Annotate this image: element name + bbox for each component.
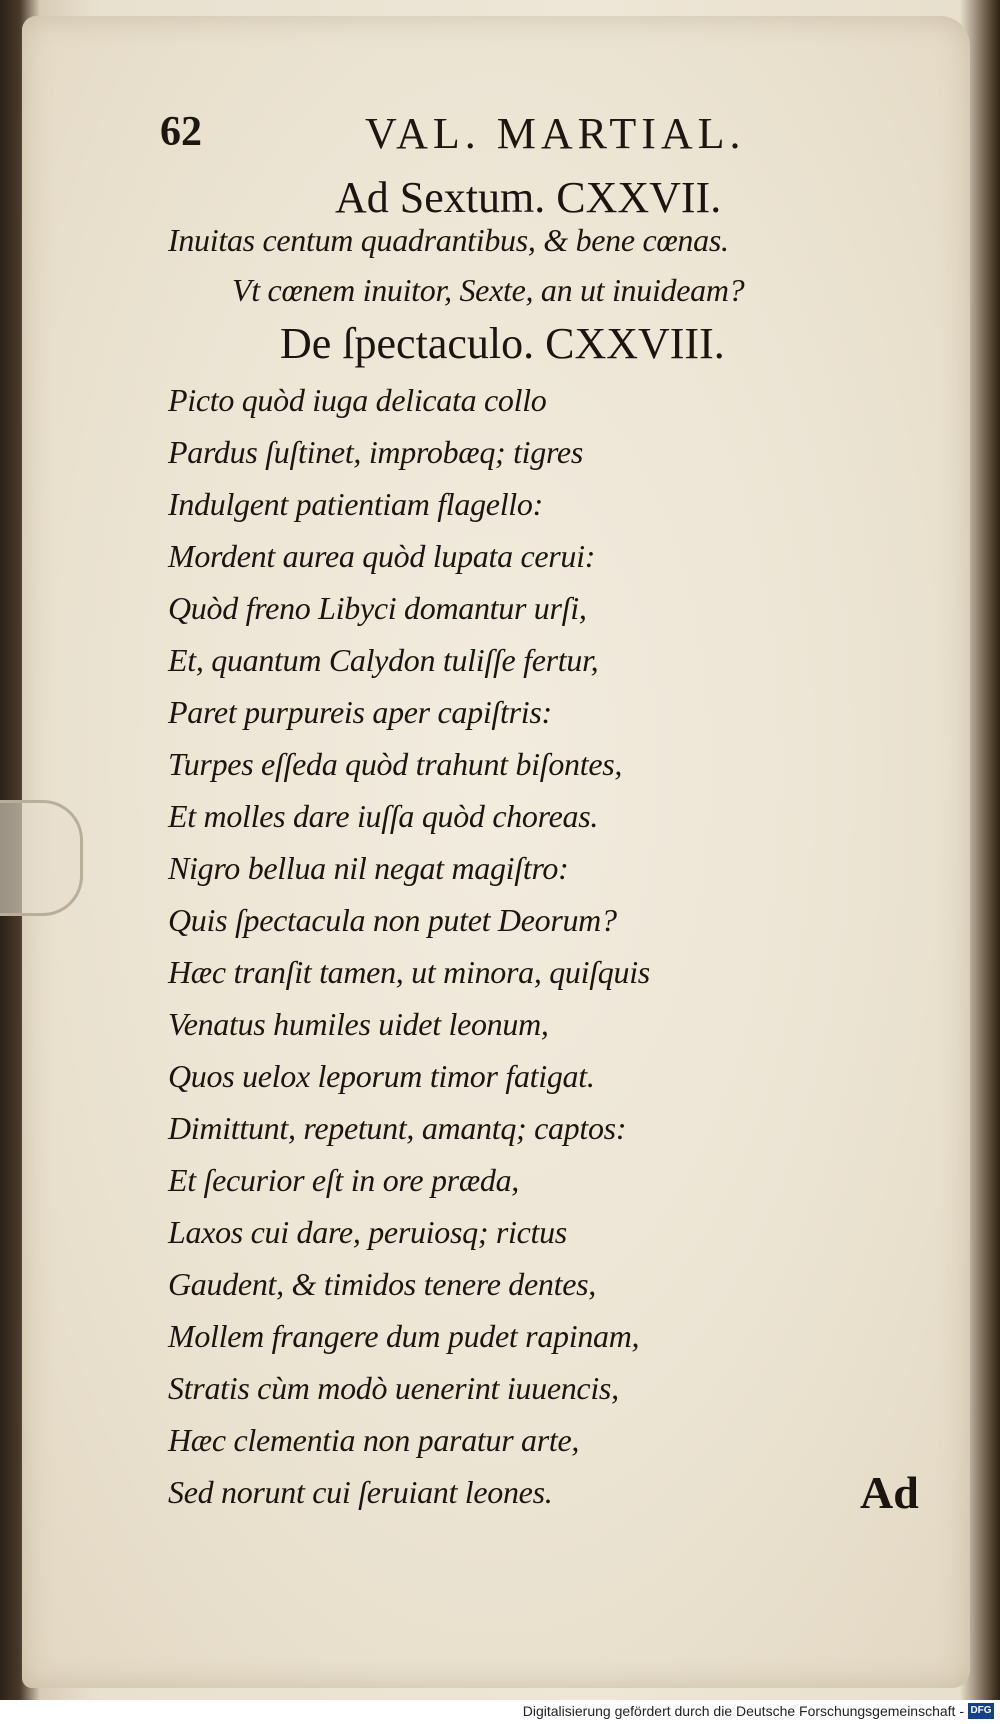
verse-line: Mordent aurea quòd lupata cerui: [168, 538, 596, 574]
footer-credit: Digitalisierung gefördert durch die Deutsche Forschungsgemeinschaft - [522, 1703, 964, 1719]
verse-line: Venatus humiles uidet leonum, [168, 1006, 549, 1042]
verse-line: Et, quantum Calydon tuliſſe fertur, [168, 642, 599, 678]
verse-line: Turpes eſſeda quòd trahunt biſontes, [168, 746, 623, 782]
page-tab-shadow [0, 800, 83, 916]
verse-line: Laxos cui dare, peruiosq; rictus [168, 1214, 567, 1250]
verse-line: Et molles dare iuſſa quòd choreas. [168, 798, 599, 834]
verse-line: Dimittunt, repetunt, amantq; captos: [168, 1110, 627, 1146]
running-title: VAL. MARTIAL. [365, 109, 746, 158]
verse-line: Quos uelox leporum timor fatigat. [168, 1058, 595, 1094]
verse-line: Hæc clementia non paratur arte, [168, 1422, 580, 1458]
verse-line: Nigro bellua nil negat magiſtro: [168, 850, 569, 886]
verse-line: Paret purpureis aper capiſtris: [168, 694, 552, 730]
dfg-logo-icon: DFG [968, 1703, 994, 1719]
verse-line: Et ſecurior eſt in ore præda, [168, 1162, 519, 1198]
verse-line: Vt cœnem inuitor, Sexte, an ut inuideam? [232, 272, 745, 308]
poem-heading: De ſpectaculo. CXXVIII. [280, 319, 725, 368]
verse-line: Inuitas centum quadrantibus, & bene cœnas. [168, 222, 729, 258]
poem-heading: Ad Sextum. CXXVII. [335, 173, 722, 222]
verse-line: Sed norunt cui ſeruiant leones. [168, 1474, 553, 1510]
verse-line: Picto quòd iuga delicata collo [168, 382, 547, 418]
verse-line: Mollem frangere dum pudet rapinam, [168, 1318, 640, 1354]
verse-line: Hæc tranſit tamen, ut minora, quiſquis [168, 954, 650, 990]
verse-line: Quòd freno Libyci domantur urſi, [168, 590, 587, 626]
verse-line: Stratis cùm modò uenerint iuuencis, [168, 1370, 619, 1406]
verse-line: Gaudent, & timidos tenere dentes, [168, 1266, 596, 1302]
verse-line: Quis ſpectacula non putet Deorum? [168, 902, 617, 938]
catchword: Ad [860, 1467, 919, 1518]
verse-line: Pardus ſuſtinet, improbæq; tigres [168, 434, 583, 470]
page-number: 62 [160, 109, 202, 155]
page-header [160, 108, 800, 164]
verse-line: Indulgent patientiam flagello: [168, 486, 543, 522]
